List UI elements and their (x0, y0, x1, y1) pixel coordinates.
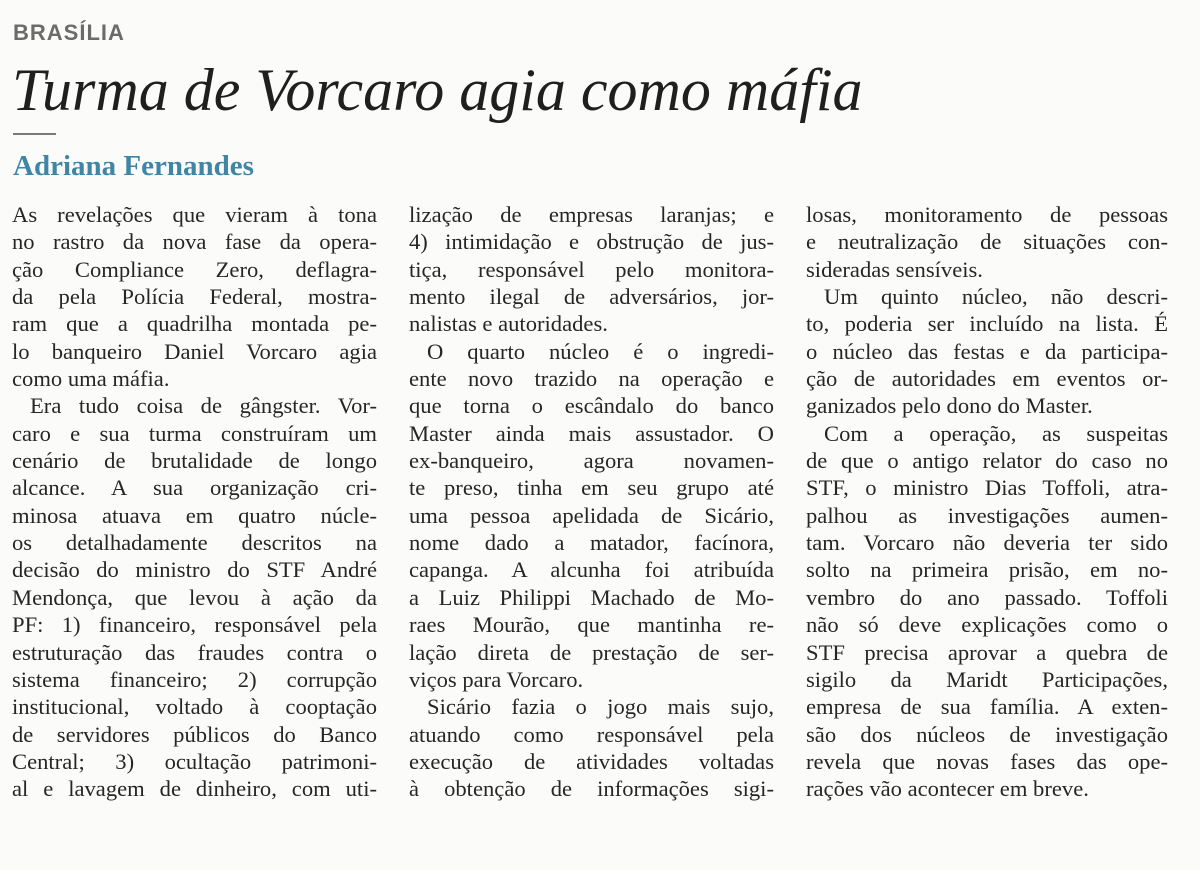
article-column-2 (409, 201, 774, 803)
text-line: decisão do ministro do STF André (12, 557, 377, 583)
article-column-1 (12, 201, 377, 803)
text-line: estruturação das fraudes contra o (12, 639, 377, 665)
text-line: As revelações que vieram à tona (12, 202, 377, 227)
text-line: nalistas e autoridades. (409, 311, 608, 337)
text-line: lização de empresas laranjas; e (409, 202, 774, 227)
article-column-3 (806, 201, 1168, 803)
text-line: vembro do ano passado. Toffoli (806, 584, 1168, 610)
text-line: sigilo da Maridt Participações, (806, 666, 1168, 692)
text-line: tam. Vorcaro não deveria ter sido (806, 530, 1168, 556)
text-line: execução de atividades voltadas (409, 748, 774, 774)
text-line: institucional, voltado à cooptação (12, 694, 377, 720)
text-line: palhou as investigações aumen- (806, 502, 1168, 528)
text-line: uma pessoa apelidada de Sicário, (409, 502, 774, 528)
text-line: capanga. A alcunha foi atribuída (409, 557, 774, 583)
text-line: Um quinto núcleo, não descri- (824, 284, 1168, 310)
text-line: no rastro da nova fase da opera- (12, 229, 377, 255)
text-line: ção Compliance Zero, deflagra- (12, 256, 377, 282)
text-line: ente novo trazido na operação e (409, 366, 774, 392)
text-line: a Luiz Philippi Machado de Mo- (409, 584, 774, 610)
text-line: tiça, responsável pelo monitora- (409, 256, 774, 282)
text-line: são dos núcleos de investigação (806, 721, 1168, 747)
text-line: empresa de sua família. A exten- (806, 694, 1168, 720)
text-line: ganizados pelo dono do Master. (806, 393, 1093, 419)
text-line: os detalhadamente descritos na (12, 530, 377, 556)
text-line: te preso, tinha em seu grupo até (409, 475, 774, 501)
text-line: sistema financeiro; 2) corrupção (12, 666, 377, 692)
text-line: cenário de brutalidade de longo (12, 448, 377, 474)
headline: Turma de Vorcaro agia como máfia (12, 57, 863, 123)
text-line: de servidores públicos do Banco (12, 721, 377, 747)
text-line: to, poderia ser incluído na lista. É (806, 311, 1168, 337)
text-line: nome dado a matador, facínora, (409, 530, 774, 556)
text-line: PF: 1) financeiro, responsável pela (12, 612, 377, 638)
text-line: ex-banqueiro, agora novamen- (409, 448, 774, 474)
text-line: não só deve explicações como o (806, 612, 1168, 638)
text-line: al e lavagem de dinheiro, com uti- (12, 776, 377, 802)
text-line: da pela Polícia Federal, mostra- (12, 284, 377, 310)
text-line: rações vão acontecer em breve. (806, 776, 1089, 802)
text-line: sideradas sensíveis. (806, 256, 983, 282)
text-line: ção de autoridades em eventos or- (806, 366, 1168, 392)
text-line: que torna o escândalo do banco (409, 393, 774, 419)
text-line: e neutralização de situações con- (806, 229, 1168, 255)
text-line: losas, monitoramento de pessoas (806, 202, 1168, 227)
text-line: minosa atuava em quatro núcle- (12, 502, 377, 528)
text-line: lação direta de prestação de ser- (409, 639, 774, 665)
text-line: Com a operação, as suspeitas (824, 420, 1168, 446)
byline-author: Adriana Fernandes (13, 150, 254, 182)
text-line: O quarto núcleo é o ingredi- (427, 338, 774, 364)
text-line: o núcleo das festas e da participa- (806, 338, 1168, 364)
text-line: solto na primeira prisão, em no- (806, 557, 1168, 583)
byline-divider (13, 133, 56, 135)
text-line: Master ainda mais assustador. O (409, 420, 774, 446)
text-line: como uma máfia. (12, 366, 170, 392)
text-line: lo banqueiro Daniel Vorcaro agia (12, 338, 377, 364)
text-line: atuando como responsável pela (409, 721, 774, 747)
text-line: à obtenção de informações sigi- (409, 776, 774, 802)
text-line: raes Mourão, que mantinha re- (409, 612, 774, 638)
text-line: alcance. A sua organização cri- (12, 475, 377, 501)
text-line: mento ilegal de adversários, jor- (409, 284, 774, 310)
text-line: revela que novas fases das ope- (806, 748, 1168, 774)
text-line: viços para Vorcaro. (409, 666, 584, 692)
text-line: STF precisa aprovar a quebra de (806, 639, 1168, 665)
text-line: ram que a quadrilha montada pe- (12, 311, 377, 337)
text-line: 4) intimidação e obstrução de jus- (409, 229, 774, 255)
section-label: BRASÍLIA (13, 20, 125, 45)
text-line: Era tudo coisa de gângster. Vor- (30, 393, 377, 419)
text-line: Sicário fazia o jogo mais sujo, (427, 694, 774, 720)
text-line: caro e sua turma construíram um (12, 420, 377, 446)
text-line: Mendonça, que levou à ação da (12, 584, 377, 610)
text-line: STF, o ministro Dias Toffoli, atra- (806, 475, 1168, 501)
text-line: de que o antigo relator do caso no (806, 448, 1168, 474)
text-line: Central; 3) ocultação patrimoni- (12, 748, 377, 774)
